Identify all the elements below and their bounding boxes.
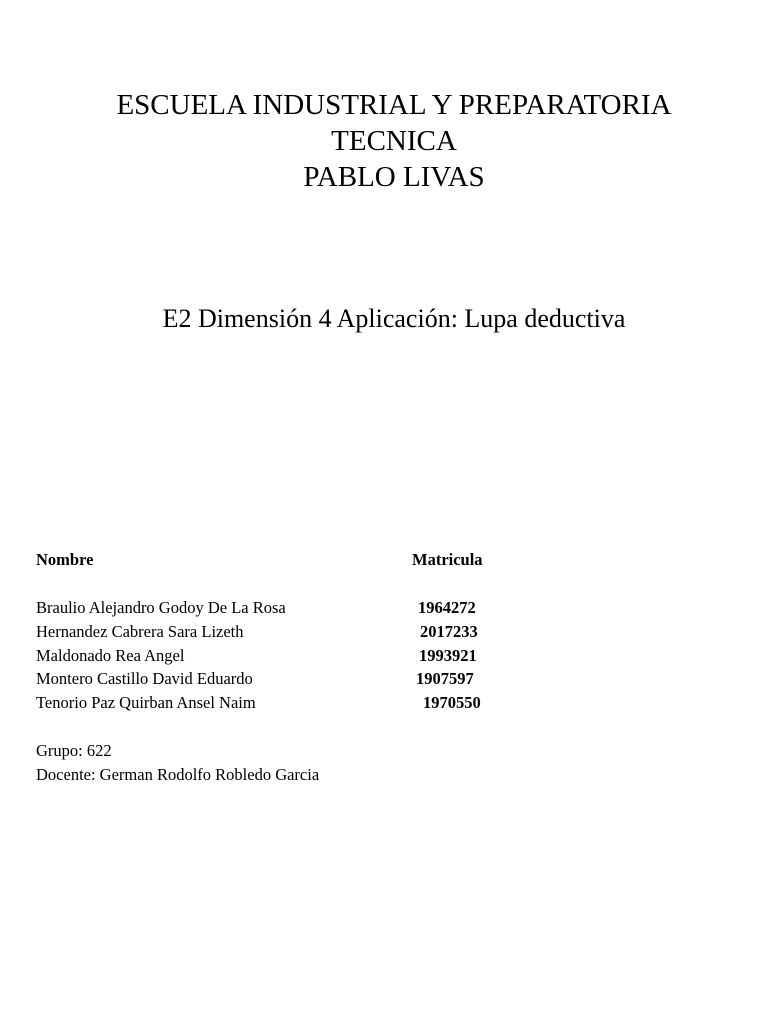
assignment-title: E2 Dimensión 4 Aplicación: Lupa deductiva (162, 304, 626, 333)
school-name-line-3: PABLO LIVAS (303, 161, 485, 193)
column-header-nombre: Nombre (36, 550, 94, 569)
column-header-matricula: Matricula (412, 550, 483, 569)
student-row (0, 644, 768, 668)
school-name-line-2: TECNICA (331, 125, 457, 157)
student-name: Braulio Alejandro Godoy De La Rosa (36, 598, 286, 617)
student-matricula: 1993921 (419, 646, 477, 665)
student-row (0, 691, 768, 715)
student-matricula: 1970550 (423, 693, 481, 712)
school-name (0, 87, 768, 195)
student-row (0, 596, 768, 620)
student-matricula: 1964272 (418, 598, 476, 617)
student-name: Maldonado Rea Angel (36, 646, 185, 665)
student-matricula: 2017233 (420, 622, 478, 641)
student-name: Hernandez Cabrera Sara Lizeth (36, 622, 244, 641)
school-name-line-1: ESCUELA INDUSTRIAL Y PREPARATORIA (116, 89, 672, 121)
group-label: Grupo: 622 (36, 741, 112, 760)
student-name: Montero Castillo David Eduardo (36, 669, 253, 688)
student-matricula: 1907597 (416, 669, 474, 688)
student-row (0, 620, 768, 644)
student-row (0, 667, 768, 691)
teacher-label: Docente: German Rodolfo Robledo Garcia (36, 765, 320, 784)
student-name: Tenorio Paz Quirban Ansel Naim (36, 693, 256, 712)
